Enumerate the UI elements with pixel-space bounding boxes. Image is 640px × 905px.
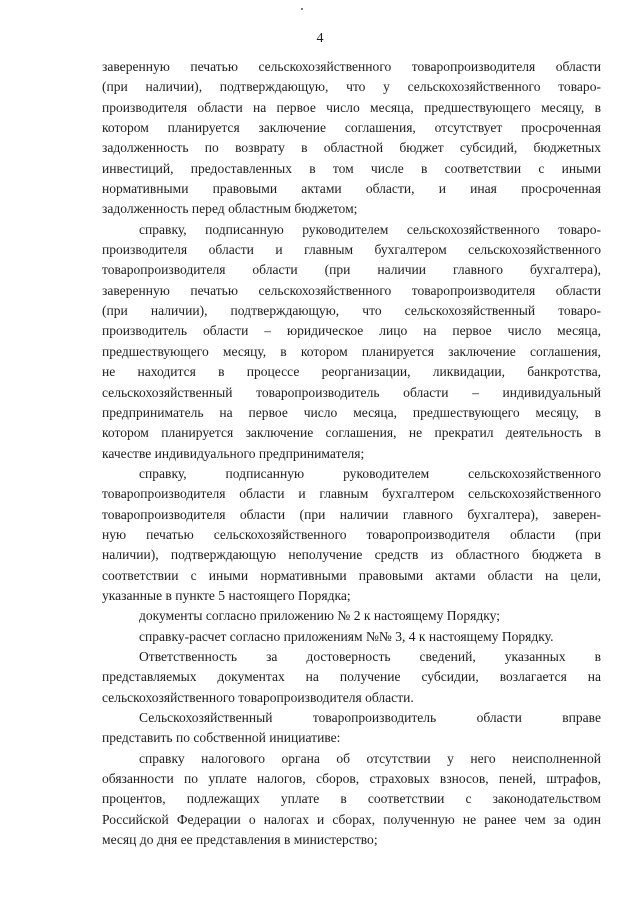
text-line: месяц до дня ее представления в министерство; bbox=[102, 832, 378, 848]
text-line: товаропроизводителя области (при наличии главного бухгалтера), заверен- bbox=[102, 506, 601, 522]
text-line: качестве индивидуального предпринимателя; bbox=[102, 445, 365, 461]
text-line: указанные в пункте 5 настоящего Порядка; bbox=[102, 587, 351, 603]
text-line: Ответственность за достоверность сведений, указанных в bbox=[139, 648, 601, 664]
text-line: процентов, подлежащих уплате в соответствии с законодательством bbox=[102, 791, 601, 807]
scan-speck bbox=[301, 8, 303, 10]
text-line: Российской Федерации о налогах и сборах, полученную не ранее чем за один bbox=[102, 811, 601, 827]
text-line: соответствии с иными нормативными правовыми актами области на цели, bbox=[102, 567, 601, 583]
text-line: не находится в процессе реорганизации, ликвидации, банкротства, bbox=[102, 364, 601, 380]
text-line: производителя области и главным бухгалтером сельскохозяйственного bbox=[102, 242, 601, 258]
text-line: нормативными правовыми актами области, и иная просроченная bbox=[102, 181, 601, 197]
text-line: производитель области – юридическое лицо на первое число месяца, bbox=[102, 323, 601, 339]
text-line: справку, подписанную руководителем сельскохозяйственного товаро- bbox=[139, 221, 601, 237]
text-line: справку, подписанную руководителем сельскохозяйственного bbox=[139, 465, 601, 481]
text-line: товаропроизводителя области (при наличии главного бухгалтера), bbox=[102, 262, 601, 278]
text-line: справку-расчет согласно приложениям №№ 3, 4 к настоящему Порядку. bbox=[139, 628, 554, 644]
text-line: сельскохозяйственный товаропроизводитель области – индивидуальный bbox=[102, 384, 601, 400]
text-line: задолженность по возврату в областной бюджет субсидий, бюджетных bbox=[102, 140, 601, 156]
text-line: заверенную печатью сельскохозяйственного товаропроизводителя области bbox=[102, 282, 601, 298]
text-line: документы согласно приложению № 2 к настоящему Порядку; bbox=[139, 608, 500, 624]
text-line: сельскохозяйственного товаропроизводителя области. bbox=[102, 689, 414, 705]
text-line: инвестиций, предоставленных в том числе в соответствии с иными bbox=[102, 160, 601, 176]
text-line: представить по собственной инициативе: bbox=[102, 730, 341, 746]
text-line: предприниматель на первое число месяца, предшествующего месяцу, в bbox=[102, 404, 601, 420]
text-line: производителя области на первое число месяца, предшествующего месяцу, в bbox=[102, 99, 601, 115]
document-body bbox=[102, 57, 601, 850]
text-line: задолженность перед областным бюджетом; bbox=[102, 201, 358, 217]
text-line: заверенную печатью сельскохозяйственного товаропроизводителя области bbox=[102, 59, 601, 74]
text-line: товаропроизводителя области и главным бухгалтером сельскохозяйственного bbox=[102, 486, 601, 502]
text-line: обязанности по уплате налогов, сборов, страховых взносов, пеней, штрафов, bbox=[102, 771, 601, 787]
text-line: Сельскохозяйственный товаропроизводитель области вправе bbox=[139, 710, 601, 725]
text-line: предшествующего месяцу, в котором планируется заключение соглашения, bbox=[102, 343, 601, 359]
page-number: 4 bbox=[316, 31, 324, 46]
text-line: котором планируется заключение соглашения, не прекратил деятельность в bbox=[102, 425, 601, 441]
text-line: (при наличии), подтверждающую, что сельскохозяйственный товаро- bbox=[102, 303, 601, 319]
text-line: справку налогового органа об отсутствии у него неисполненной bbox=[139, 750, 601, 766]
text-line: наличии), подтверждающую неполучение средств из областного бюджета в bbox=[102, 547, 601, 563]
text-line: (при наличии), подтверждающую, что у сельскохозяйственного товаро- bbox=[102, 79, 601, 95]
text-line: представляемых документах на получение субсидии, возлагается на bbox=[102, 669, 601, 685]
text-line: котором планируется заключение соглашения, отсутствует просроченная bbox=[102, 120, 601, 136]
text-line: ную печатью сельскохозяйственного товаропроизводителя области (при bbox=[102, 526, 601, 542]
